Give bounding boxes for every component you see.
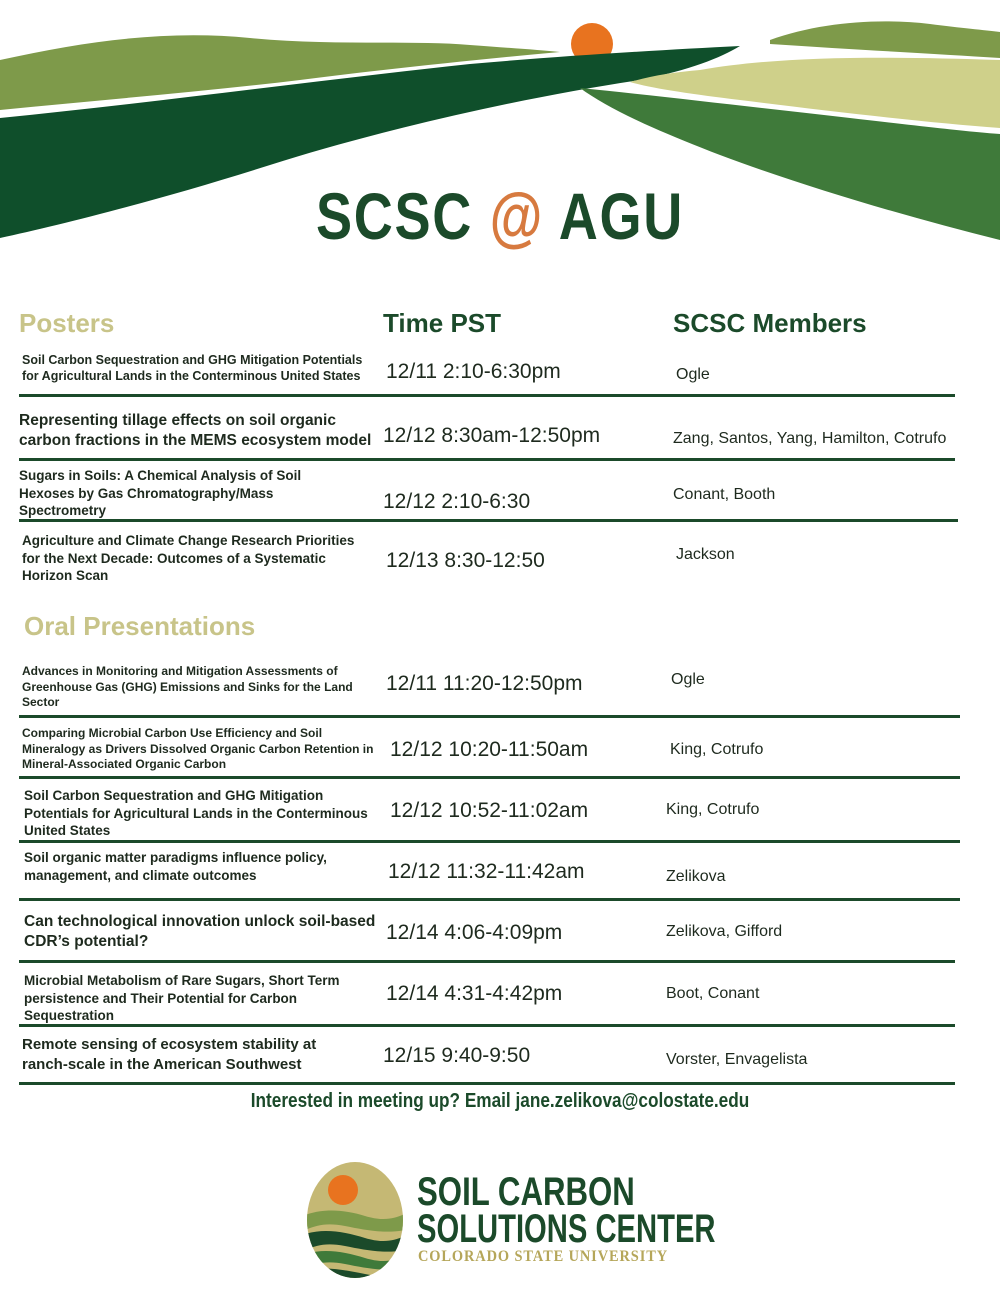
time-column-header: Time PST [383, 308, 502, 338]
oral-1-time: 12/11 11:20-12:50pm [386, 672, 583, 695]
oral-5-title: Can technological innovation unlock soil-based CDR’s potential? [24, 913, 376, 951]
logo-line-1: SOIL CARBON [417, 1170, 635, 1214]
row-divider [19, 715, 960, 718]
oral-2-title: Comparing Microbial Carbon Use Efficiency and Soil Mineralogy as Drivers Dissolved Organic Carbon Retention in Mineral-Associated Organic Carbon [22, 726, 374, 772]
oral-4-title: Soil organic matter paradigms influence policy, management, and climate outcomes [24, 850, 327, 883]
poster-1-time: 12/11 2:10-6:30pm [386, 360, 561, 383]
poster-3-members: Conant, Booth [673, 486, 776, 503]
oral-4-members: Zelikova [666, 868, 726, 885]
poster-4-time: 12/13 8:30-12:50 [386, 549, 545, 572]
row-divider [19, 1024, 955, 1027]
logo-line-3: COLORADO STATE UNIVERSITY [418, 1248, 669, 1265]
poster-1-title: Soil Carbon Sequestration and GHG Mitigation Potentials for Agricultural Lands in the Conterminous United States [22, 353, 363, 384]
orals-heading: Oral Presentations [24, 611, 256, 641]
logo-line-2: SOLUTIONS CENTER [417, 1207, 716, 1251]
title-at-sign: @ [489, 179, 545, 253]
poster-3-title: Sugars in Soils: A Chemical Analysis of Soil Hexoses by Gas Chromatography/Mass Spectrometry [19, 468, 302, 519]
contact-line: Interested in meeting up? Email jane.zelikova@colostate.edu [250, 1090, 750, 1112]
row-divider [19, 840, 960, 843]
oral-3-time: 12/12 10:52-11:02am [390, 799, 589, 822]
poster-1-members: Ogle [676, 366, 710, 383]
members-column-header: SCSC Members [673, 308, 867, 338]
oral-6-time: 12/14 4:31-4:42pm [386, 982, 563, 1005]
hill-right-olive [770, 21, 1000, 58]
oral-4-time: 12/12 11:32-11:42am [388, 860, 585, 883]
title-scsc: SCSC [316, 179, 473, 253]
oral-3-title: Soil Carbon Sequestration and GHG Mitigation Potentials for Agricultural Lands in the Conterminous United States [24, 788, 368, 839]
scsc-logo-icon [305, 1160, 405, 1280]
oral-7-members: Vorster, Envagelista [666, 1051, 808, 1068]
poster-3-time: 12/12 2:10-6:30 [383, 490, 531, 513]
row-divider [19, 960, 955, 963]
oral-7-time: 12/15 9:40-9:50 [383, 1044, 531, 1067]
poster-2-title: Representing tillage effects on soil organic carbon fractions in the MEMS ecosystem model [19, 412, 372, 450]
oral-7-title: Remote sensing of ecosystem stability at ranch-scale in the American Southwest [22, 1036, 317, 1073]
row-divider [19, 519, 958, 522]
row-divider [19, 776, 960, 779]
row-divider [19, 394, 955, 397]
oral-5-time: 12/14 4:06-4:09pm [386, 921, 563, 944]
title-agu: AGU [558, 179, 684, 253]
row-divider [19, 458, 955, 461]
oral-2-members: King, Cotrufo [670, 741, 764, 758]
poster-4-title: Agriculture and Climate Change Research Priorities for the Next Decade: Outcomes of a Systematic Horizon Scan [22, 533, 355, 584]
oral-1-title: Advances in Monitoring and Mitigation Assessments of Greenhouse Gas (GHG) Emissions and Sinks for the Land Sector [22, 664, 353, 710]
page-title [90, 178, 910, 254]
poster-2-members: Zang, Santos, Yang, Hamilton, Cotrufo [673, 430, 947, 447]
oral-2-time: 12/12 10:20-11:50am [390, 738, 589, 761]
oral-5-members: Zelikova, Gifford [666, 923, 783, 940]
oral-6-title: Microbial Metabolism of Rare Sugars, Short Term persistence and Their Potential for Carbon Sequestration [24, 973, 340, 1024]
row-divider [19, 1082, 955, 1085]
posters-heading: Posters [19, 308, 115, 338]
row-divider [19, 898, 960, 901]
oral-1-members: Ogle [671, 671, 705, 688]
oral-3-members: King, Cotrufo [666, 801, 760, 818]
poster-2-time: 12/12 8:30am-12:50pm [383, 424, 601, 447]
poster-4-members: Jackson [676, 546, 735, 563]
oral-6-members: Boot, Conant [666, 985, 760, 1002]
